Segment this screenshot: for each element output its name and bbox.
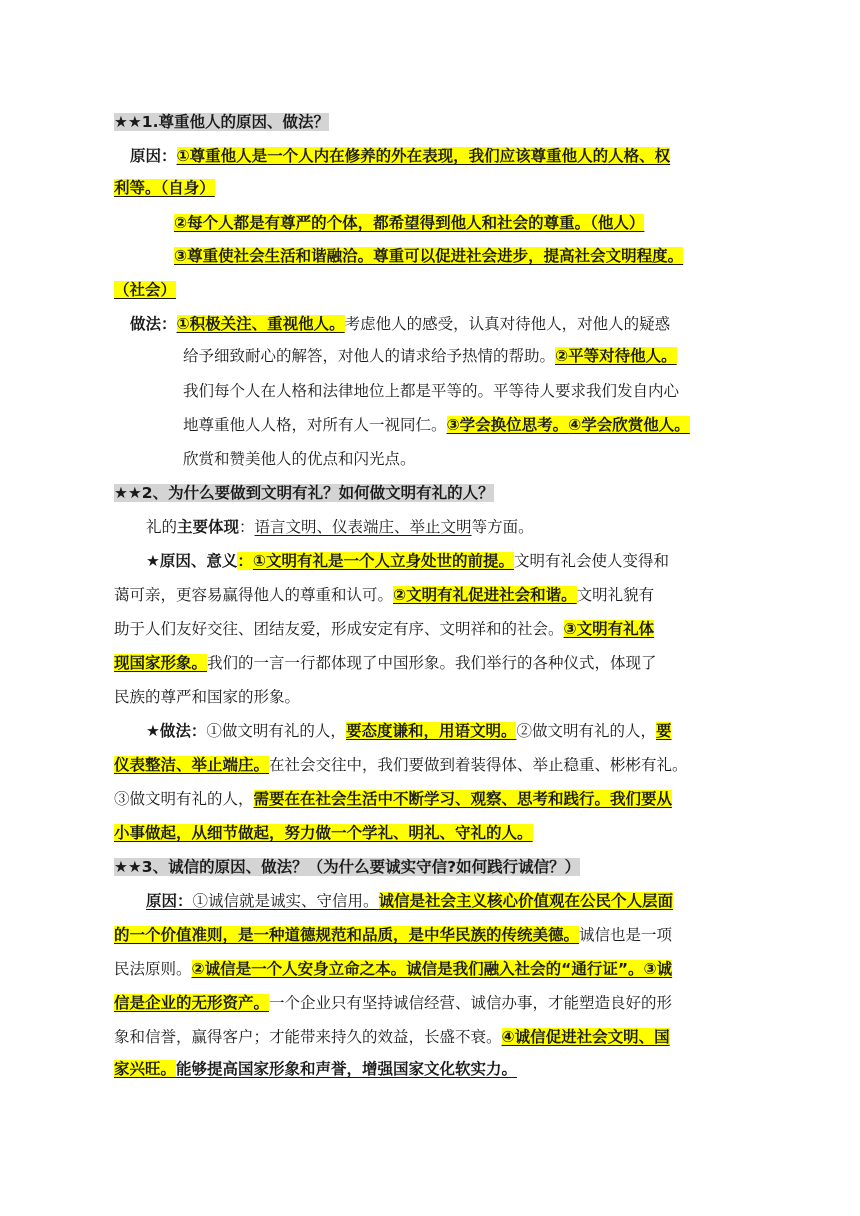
section-2-method-line-4	[114, 821, 533, 845]
method-2: ②平等对待他人。	[555, 347, 677, 365]
reason-label: 原因：	[146, 892, 193, 910]
reason-4-cont: 家兴旺。	[114, 1060, 177, 1078]
method-2-prefix: ②做文明有礼的人，	[516, 722, 656, 740]
reason-1: ①文明有礼是一个人立身处世的前提。	[252, 552, 515, 570]
reason-2-text-cont: 助于人们友好交往、团结友爱，形成安定有序、文明祥和的社会。	[114, 620, 564, 638]
heading-text: ★★3、诚信的原因、做法？（为什么要诚实守信?如何践行诚信？）	[114, 858, 581, 876]
section-2-reason-line-5	[114, 685, 300, 709]
reason-3-text: 一个企业只有坚持诚信经营、诚信办事，才能塑造良好的形	[269, 994, 673, 1012]
method-2-text: 在社会交往中，我们要做到着装得体、举止稳重、彬彬有礼。	[269, 756, 688, 774]
intro-bold: 主要体现	[177, 518, 240, 536]
section-2-heading	[114, 481, 494, 505]
reason-1-text: 文明有礼会使人变得和	[514, 552, 670, 570]
heading-text: ★★1.尊重他人的原因、做法？	[114, 113, 329, 131]
method-3: 需要在在社会生活中不断学习、观察、思考和践行。我们要从	[253, 790, 673, 808]
section-2-reason-line-3	[114, 617, 654, 641]
reason-3-text-cont: （社会）	[114, 281, 177, 299]
section-2-intro	[146, 515, 534, 539]
method-2: 要	[655, 722, 672, 740]
method-3-prefix: ③做文明有礼的人，	[114, 790, 254, 808]
reason-3-cont: 现国家形象。	[114, 654, 208, 672]
method-4: ④学会欣赏他人。	[568, 416, 690, 434]
method-2-text-cont: 地尊重他人人格，对所有人一视同仁。	[183, 416, 447, 434]
section-1-method-line-2	[183, 344, 677, 368]
section-1-method-line-1	[130, 312, 670, 336]
method-1-text: 考虑他人的感受，认真对待他人，对他人的疑惑	[344, 315, 671, 333]
intro-suffix: 等方面。	[471, 518, 534, 536]
reason-2-text: 文明礼貌有	[576, 586, 655, 604]
method-1: ①积极关注、重视他人。	[176, 315, 345, 333]
reason-label: ★原因、意义	[146, 552, 238, 570]
reason-1-highlight: 诚信是社会主义核心价值观在公民个人层面	[378, 892, 674, 910]
reason-3-text-cont: 象和信誉，赢得客户；才能带来持久的效益，长盛不衰。	[114, 1028, 502, 1046]
intro-prefix: 礼的	[146, 518, 178, 536]
reason-1-text: 诚信也是一项	[579, 926, 673, 944]
reason-2-text: 诚信是我们融入社会的“通行证”。	[406, 960, 644, 978]
reason-1: ①诚信就是诚实、守信用。	[192, 892, 379, 910]
section-3-reason-line-2	[114, 923, 672, 947]
section-2-reason-line-4	[114, 651, 657, 675]
method-label: ★做法	[146, 722, 191, 740]
reason-1-text-cont: 蔼可亲，更容易赢得他人的尊重和认可。	[114, 586, 394, 604]
method-3: ③学会换位思考。	[446, 416, 569, 434]
reason-2-text: ②每个人都是有尊严的个体，都希望得到他人和社会的尊重。（他人）	[174, 214, 645, 232]
section-3-reason-line-6	[114, 1057, 517, 1081]
intro-underlined: 语言文明、仪表端庄、举止文明	[254, 518, 472, 536]
section-3-reason-line-1	[146, 889, 673, 913]
reason-3-text-cont: 民族的尊严和国家的形象。	[114, 688, 301, 706]
reason-1-text-cont: 利等。（自身）	[114, 179, 215, 197]
reason-3-text: ③尊重使社会生活和谐融洽。尊重可以促进社会进步，提高社会文明程度。	[174, 247, 684, 265]
section-2-reason-line-2	[114, 583, 654, 607]
section-3-reason-line-3	[114, 957, 672, 981]
section-2-method-line-2	[114, 753, 688, 777]
section-1-reason-3	[174, 244, 683, 268]
reason-3-text: 我们的一言一行都体现了中国形象。我们举行的各种仪式，体现了	[207, 654, 657, 672]
section-3-heading	[114, 855, 580, 879]
section-1-method-line-3	[183, 379, 679, 403]
reason-3: ③诚	[643, 960, 673, 978]
method-3-cont: 小事做起，从细节做起，努力做一个学礼、明礼、守礼的人。	[114, 824, 533, 842]
method-colon: ：	[190, 722, 207, 740]
method-label: 做法：	[130, 315, 177, 333]
reason-3: ③文明有礼体	[563, 620, 655, 638]
reason-4: ④诚信促进社会文明、国	[501, 1028, 670, 1046]
section-1-method-line-5	[183, 447, 416, 471]
intro-colon: ：	[239, 518, 255, 536]
section-2-method-line-1	[146, 719, 671, 743]
method-2-cont: 仪表整洁、举止端庄。	[114, 756, 270, 774]
reason-label: 原因：	[130, 147, 177, 165]
reason-colon: ：	[237, 552, 253, 570]
section-1-reason-line-1	[130, 144, 748, 168]
section-3-reason-line-4	[114, 991, 672, 1015]
reason-4-text: 能够提高国家形象和声誉，增强国家文化软实力。	[176, 1060, 518, 1078]
reason-2: ②文明有礼促进社会和谐。	[393, 586, 577, 604]
section-1-reason-line-2	[114, 176, 215, 200]
method-1-prefix: ①做文明有礼的人，	[206, 722, 346, 740]
section-1-reason-3-cont	[114, 278, 176, 302]
section-2-method-line-3	[114, 787, 672, 811]
reason-2: ②诚信是一个人安身立命之本。	[191, 960, 407, 978]
reason-1-highlight-cont: 的一个价值准则，是一种道德规范和品质，是中华民族的传统美德。	[114, 926, 580, 944]
section-2-reason-line-1	[146, 549, 669, 573]
section-1-method-line-4	[183, 413, 690, 437]
section-1-heading	[114, 110, 329, 134]
section-3-reason-line-5	[114, 1025, 670, 1049]
section-1-reason-2	[174, 211, 644, 235]
reason-1-text-cont: 民法原则。	[114, 960, 192, 978]
reason-1-text: ①尊重他人是一个人内在修养的外在表现，我们应该尊重他人的人格、权	[176, 147, 671, 165]
heading-text: ★★2、为什么要做到文明有礼？如何做文明有礼的人？	[114, 484, 494, 502]
method-1: 要态度谦和，用语文明。	[345, 722, 517, 740]
reason-3-cont: 信是企业的无形资产。	[114, 994, 270, 1012]
method-1-text-cont: 给予细致耐心的解答，对他人的请求给予热情的帮助。	[183, 347, 556, 365]
method-4-text: 欣赏和赞美他人的优点和闪光点。	[183, 450, 416, 468]
method-2-text: 我们每个人在人格和法律地位上都是平等的。平等待人要求我们发自内心	[183, 382, 680, 400]
